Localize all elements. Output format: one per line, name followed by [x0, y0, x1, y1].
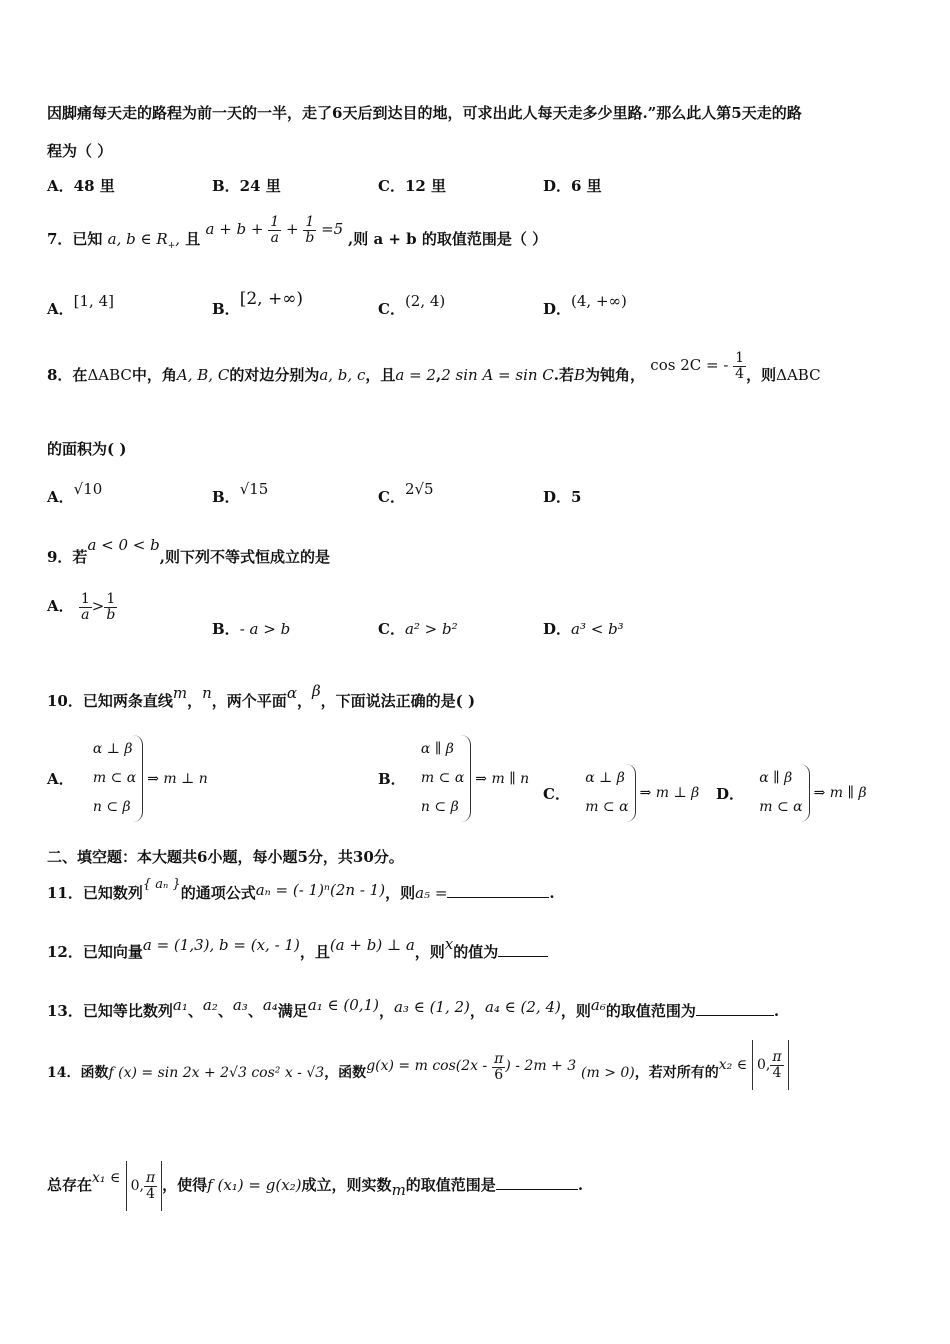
q7-condition: a, b ∈ $R_+$,: [107, 230, 181, 251]
q11-stem: 11．已知数列{ aₙ }的通项公式aₙ = (- 1)ⁿ(2n - 1)，则a₅ = .: [47, 877, 555, 902]
q9-option-a: A． $\frac{1}{a}$ > $\frac{1}{b}$: [47, 591, 116, 623]
q6-option-c: C．12 里: [378, 177, 447, 195]
q7-equation: a + b + $\frac{1}{a}$ + $\frac{1}{b}$ =5: [205, 213, 344, 246]
section-2-heading: 二、填空题：本大题共6小题，每小题5分，共30分。: [47, 848, 404, 866]
q7-tail: ,则 a + b 的取值范围是（ ）: [348, 230, 548, 248]
q11-answer-blank[interactable]: [447, 883, 549, 898]
q13-answer-blank[interactable]: [696, 1001, 774, 1016]
q10-stem: 10．已知两条直线m，n，两个平面α，β，下面说法正确的是( ): [47, 682, 476, 710]
q14-stem: 14．函数f (x) = sin 2x + 2√3 cos² x - √3，函数g(x) = m cos(2x - $\frac{\pi}{6}$ ) - 2m + 3 (m > 0)，若对所有的x₂ ∈ 0, $\frac{\pi}{4}$: [47, 1048, 789, 1098]
q7-option-a: A．[1, 4]: [47, 292, 114, 318]
q6-option-b: B．24 里: [212, 177, 281, 195]
q14-stem-line2: 总存在x₁ ∈ 0, $\frac{\pi}{4}$ ，使得f (x₁) = g(x₂)成立，则实数m的取值范围是 .: [47, 1160, 583, 1211]
q7-option-c: C．(2, 4): [378, 292, 446, 318]
q10-option-b: B． α ∥ β m ⊂ α n ⊂ β ⇒ m ∥ n: [378, 735, 529, 822]
q8-stem-line2: 的面积为( ): [47, 440, 127, 458]
q12-stem: 12．已知向量a = (1,3), b = (x, - 1)，且(a + b) ⊥ a，则x的值为: [47, 941, 548, 962]
q13-stem: 13．已知等比数列a₁、a₂、a₃、a₄满足a₁ ∈ (0,1)，a₃ ∈ (1, 2)，a₄ ∈ (2, 4)，则a₆的取值范围为 .: [47, 996, 780, 1020]
q7-and: 且: [185, 230, 201, 248]
q7-option-b: B．[2, +∞): [212, 289, 303, 318]
q8-cos-condition: cos 2C = - $\frac{1}{4}$: [650, 349, 745, 382]
q7-stem: [47, 212, 547, 273]
q9-option-d: D．a³ < b³: [543, 620, 624, 638]
q8-option-c: C．2√5: [378, 480, 434, 506]
q9-stem: 9．若a < 0 < b,则下列不等式恒成立的是: [47, 536, 330, 566]
q7-frac-1a: $\frac{1}{a}$: [270, 213, 280, 246]
q6-stem-line2: 程为（ ）: [47, 142, 113, 160]
q9-option-b: B．- a > b: [212, 620, 291, 638]
q8-stem: 8．在ΔABC中，角A, B, C的对边分别为a, b, c，且a = 2,2 sin A = sin C.若B为钝角， cos 2C = - $\frac{1}{4}$ ，则ΔABC: [47, 349, 821, 384]
q6-option-d: D．6 里: [543, 177, 602, 195]
q7-frac-1b: $\frac{1}{b}$: [305, 213, 315, 246]
q6-stem-line1: 因脚痛每天走的路程为前一天的一半，走了6天后到达目的地，可求出此人每天走多少里路.”那么此人第5天走的路: [47, 104, 802, 122]
q7-number: 7．已知: [47, 230, 103, 248]
q9-option-c: C．a² > b²: [378, 620, 458, 638]
q7-option-d: D．(4, +∞): [543, 292, 627, 318]
q8-option-d: D．5: [543, 488, 582, 506]
q12-answer-blank[interactable]: [498, 942, 548, 957]
q8-option-b: B．√15: [212, 480, 269, 506]
q10-option-a: A． α ⊥ β m ⊂ α n ⊂ β ⇒ m ⊥ n: [47, 735, 208, 822]
q6-option-a: A．48 里: [47, 177, 115, 195]
q10-option-c: C． α ⊥ β m ⊂ α ⇒ m ⊥ β: [543, 764, 699, 822]
q10-option-d: D． α ∥ β m ⊂ α ⇒ m ∥ β: [716, 764, 867, 822]
q8-option-a: A．√10: [47, 480, 103, 506]
q14-answer-blank[interactable]: [496, 1175, 578, 1190]
